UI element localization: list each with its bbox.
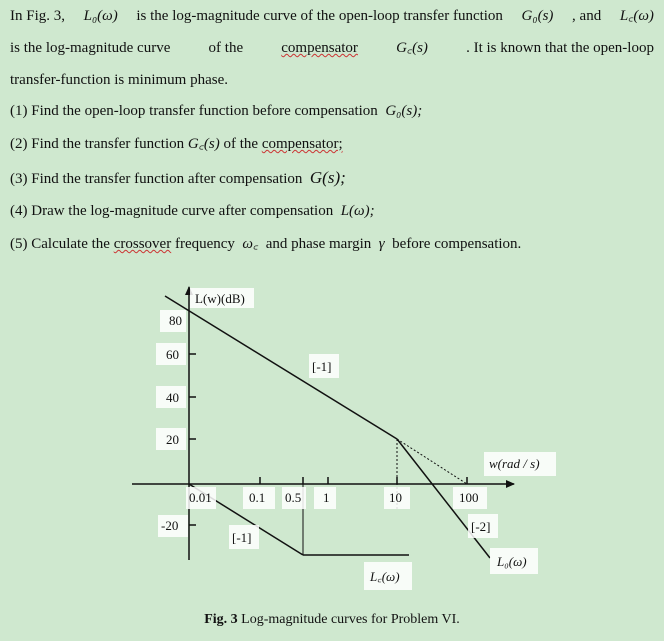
L0-dotted-extension (397, 439, 467, 484)
math-L: L(ω); (340, 203, 375, 219)
x-tick-label: 0.01 (189, 490, 212, 505)
x-tick-label: 1 (323, 490, 330, 505)
math-Gc: G꜀(s) (187, 136, 220, 152)
x-axis-label: w(rad / s) (489, 456, 540, 471)
math-Lc: L꜀(ω) (619, 8, 654, 24)
caption-figure-number: Fig. 3 (204, 612, 238, 627)
y-tick-label: 60 (166, 347, 179, 362)
slope-label-Lc: [-1] (232, 530, 252, 545)
caption-text: Log-magnitude curves for Problem VI. (237, 612, 460, 627)
x-tick-label: 0.5 (285, 490, 302, 505)
question-text: (3) Find the transfer function after compensation (10, 171, 303, 187)
question-text: (4) Draw the log-magnitude curve after compensation (10, 203, 334, 219)
curve-label-L0: L₀(ω) (497, 554, 527, 569)
math-G0: G₀(s) (521, 8, 554, 24)
question-text: frequency (174, 236, 235, 252)
text-segment: is the log-magnitude curve of the open-loop transfer function (136, 8, 503, 24)
math-G: G(s); (309, 168, 346, 187)
y-tick-label: -20 (161, 518, 179, 533)
question-text: and phase margin (265, 236, 372, 252)
question-text: (5) Calculate the (10, 236, 110, 252)
math-G0: G₀(s); (385, 103, 423, 119)
math-Gc: G꜀(s) (396, 40, 428, 56)
question-text: (2) Find the transfer function (10, 136, 185, 152)
figure-caption (0, 612, 664, 628)
question-text-underlined: compensator; (261, 136, 343, 152)
problem-line-3: transfer-function is minimum phase. (10, 72, 228, 88)
y-tick-label: 20 (166, 432, 179, 447)
question-text-underlined: crossover (113, 236, 172, 252)
y-tick-label: 80 (169, 313, 182, 328)
y-tick-label: 40 (166, 390, 179, 405)
text-segment: In Fig. 3, (10, 8, 66, 24)
curve-label-Lc: L꜀(ω) (370, 569, 400, 584)
y-axis-label: L(w)(dB) (195, 291, 245, 306)
math-gamma: γ (378, 236, 385, 252)
text-segment: of the (208, 40, 244, 56)
math-omega-c: ω꜀ (242, 236, 259, 252)
text-segment: . It is known that the open-loop (466, 40, 654, 56)
math-L0: L₀(ω) (83, 8, 118, 24)
text-segment: , and (572, 8, 602, 24)
question-text: before compensation. (392, 236, 522, 252)
slope-label-L0-lower: [-2] (471, 519, 491, 534)
x-tick-label: 0.1 (249, 490, 266, 505)
L0-segment-slope-minus-1 (165, 296, 397, 439)
x-tick-label: 10 (389, 490, 402, 505)
question-text: of the (223, 136, 259, 152)
slope-label-L0-upper: [-1] (312, 359, 332, 374)
text-segment-underlined: compensator (281, 40, 358, 56)
text-segment: is the log-magnitude curve (10, 40, 171, 56)
x-tick-label: 100 (459, 490, 479, 505)
question-text: (1) Find the open-loop transfer function before compensation (10, 103, 378, 119)
